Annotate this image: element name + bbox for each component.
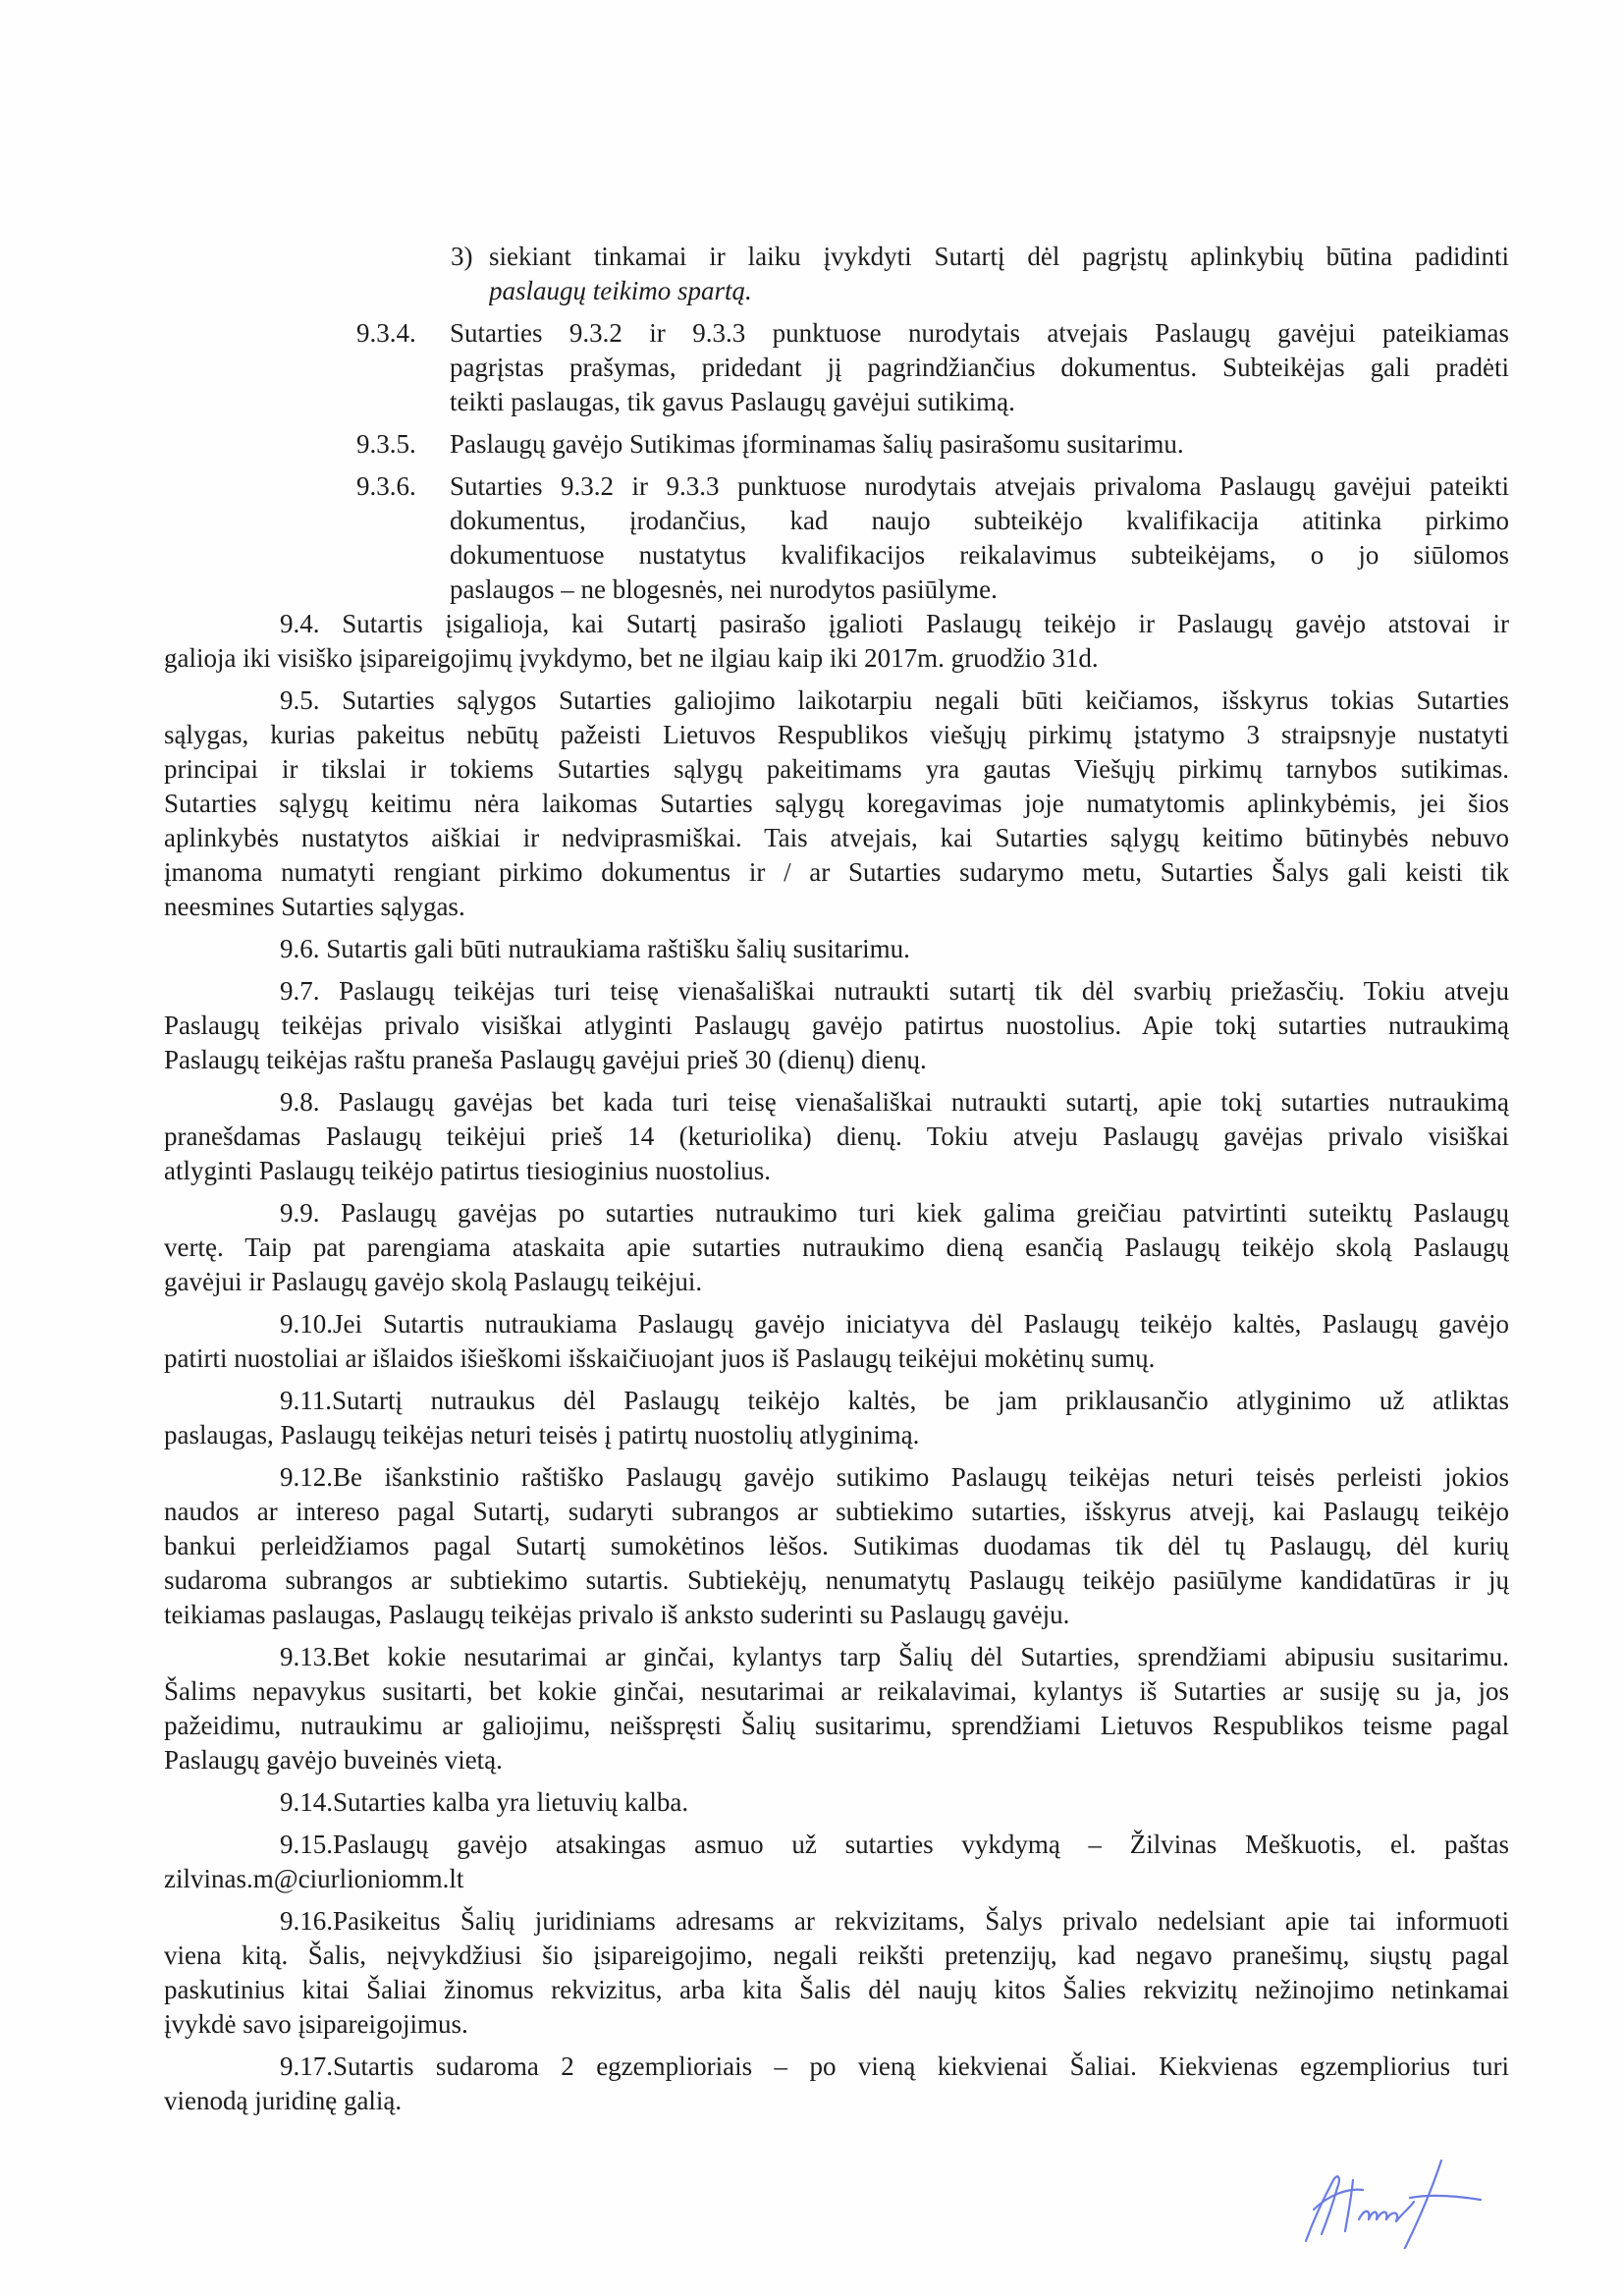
text-line: sąlygas, kurias pakeitus nebūtų pažeisti Lietuvos Respublikos viešųjų pirkimų įstatymo 3 straipsnyje nustatyti [164, 720, 1509, 749]
sub-item-9-3-4 [164, 316, 1509, 419]
text-line: 9.15.Paslaugų gavėjo atsakingas asmuo už sutarties vykdymą – Žilvinas Meškuotis, el. paštas [280, 1830, 1509, 1859]
text-line: siekiant tinkamai ir laiku įvykdyti Sutartį dėl pagrįstų aplinkybių būtina padidinti [489, 242, 1509, 271]
text-line: dokumentuose nustatytus kvalifikacijos reikalavimus subteikėjams, o jo siūlomos [450, 540, 1509, 570]
text-line: Paslaugų teikėjas raštu praneša Paslaugų gavėjui prieš 30 (dienų) dienų. [164, 1045, 927, 1074]
clause-9-9 [164, 1196, 1509, 1299]
text-line: zilvinas.m@ciurlioniomm.lt [164, 1864, 464, 1893]
text-line: Šalims nepavykus susitarti, bet kokie ginčai, nesutarimai ar reikalavimai, kylantys iš Sutarties ar susiję su ja, jos [164, 1676, 1509, 1706]
clause-9-17 [164, 2050, 1509, 2118]
signature-drawing [1294, 2151, 1490, 2249]
text-line: Paslaugų teikėjas privalo visiškai atlyginti Paslaugų gavėjo patirtus nuostolius. Apie tokį sutarties nutraukimą [164, 1011, 1509, 1040]
text-line: Sutarties sąlygų keitimu nėra laikomas Sutarties sąlygų koregavimas joje numatytomis aplinkybėmis, jei šios [164, 789, 1509, 818]
text-line: pažeidimu, nutraukimu ar galiojimu, neišspręsti Šalių susitarimu, sprendžiami Lietuvos Respublikos teisme pagal [164, 1711, 1509, 1740]
text-line: viena kitą. Šalis, neįvykdžiusi šio įsipareigojimo, negali reikšti pretenzijų, kad negavo pranešimų, siųstų pagal [164, 1941, 1509, 1970]
text-line: Paslaugų gavėjo Sutikimas įforminamas šalių pasirašomu susitarimu. [450, 429, 1184, 459]
text-line: neesmines Sutarties sąlygas. [164, 892, 465, 921]
text-line: įmanoma numatyti rengiant pirkimo dokumentus ir / ar Sutarties sudarymo metu, Sutarties Šalys gali keisti tik [164, 857, 1509, 887]
text-line: aplinkybės nustatytos aiškiai ir nedviprasmiškai. Tais atvejais, kai Sutarties sąlygų keitimo būtinybės nebuvo [164, 823, 1509, 852]
clause-9-7 [164, 974, 1509, 1077]
text-line: principai ir tikslai ir tokiems Sutarties sąlygų pakeitimams yra gautas Viešųjų pirkimų tarnybos sutikimas. [164, 754, 1509, 784]
text-line: Paslaugų gavėjo buveinės vietą. [164, 1745, 503, 1775]
signature-icon [1294, 2151, 1490, 2249]
text-line: 9.17.Sutartis sudaroma 2 egzemplioriais – po vieną kiekvienai Šaliai. Kiekvienas egzempliorius turi [280, 2051, 1509, 2081]
clause-9-13 [164, 1640, 1509, 1777]
clause-9-16 [164, 1904, 1509, 2042]
text-line: gavėjui ir Paslaugų gavėjo skolą Paslaugų teikėjui. [164, 1267, 703, 1296]
text-line: naudos ar intereso pagal Sutartį, sudaryti subrangos ar subtiekimo sutarties, išskyrus atvejį, kai Paslaugų teikėjo [164, 1497, 1509, 1526]
text-line: sudaroma subrangos ar subtiekimo sutartis. Subtiekėjų, nenumatytų Paslaugų teikėjo pasiūlyme kandidatūras ir jų [164, 1565, 1509, 1595]
text-line: 9.9. Paslaugų gavėjas po sutarties nutraukimo turi kiek galima greičiau patvirtinti suteiktų Paslaugų [280, 1198, 1509, 1228]
text-line: dokumentus, įrodančius, kad naujo subteikėjo kvalifikacija atitinka pirkimo [450, 506, 1509, 535]
item-number: 9.3.6. [356, 471, 416, 501]
text-line: Sutarties 9.3.2 ir 9.3.3 punktuose nurodytais atvejais Paslaugų gavėjui pateikiamas [450, 318, 1509, 348]
item-number: 9.3.4. [356, 318, 416, 348]
item-number: 3) [451, 242, 473, 271]
clause-9-5 [164, 683, 1509, 924]
sub-item-9-3-6 [164, 469, 1509, 607]
text-line: vienodą juridinę galią. [164, 2086, 403, 2115]
text-line: 9.16.Pasikeitus Šalių juridiniams adresams ar rekvizitams, Šalys privalo nedelsiant apie tai informuoti [280, 1906, 1509, 1936]
text-line: pagrįstas prašymas, pridedant jį pagrindžiančius dokumentus. Subteikėjas gali pradėti [450, 353, 1509, 382]
text-line: 9.6. Sutartis gali būti nutraukiama raštišku šalių susitarimu. [280, 934, 910, 963]
sub-item-9-3-5 [164, 427, 1509, 462]
clause-9-8 [164, 1085, 1509, 1188]
text-line: 9.5. Sutarties sąlygos Sutarties galiojimo laikotarpiu negali būti keičiamos, išskyrus tokias Sutarties [280, 685, 1509, 715]
text-line: paskutinius kitai Šaliai žinomus rekvizitus, arba kita Šalis dėl naujų kitos Šalies rekvizitų nežinojimo netinkamai [164, 1975, 1509, 2004]
text-line: Sutarties 9.3.2 ir 9.3.3 punktuose nurodytais atvejais privaloma Paslaugų gavėjui pateikti [450, 471, 1509, 501]
clause-9-6 [164, 932, 1509, 966]
text-line: 9.14.Sutarties kalba yra lietuvių kalba. [280, 1787, 689, 1817]
text-line: įvykdė savo įsipareigojimus. [164, 2009, 468, 2039]
text-line: teikti paslaugas, tik gavus Paslaugų gavėjui sutikimą. [450, 387, 1015, 416]
text-line: 9.4. Sutartis įsigalioja, kai Sutartį pasirašo įgalioti Paslaugų teikėjo ir Paslaugų gavėjo atstovai ir [280, 609, 1509, 638]
text-line: 9.8. Paslaugų gavėjas bet kada turi teisę vienašališkai nutraukti sutartį, apie tokį sutarties nutraukimą [280, 1087, 1509, 1117]
text-line: 9.11.Sutartį nutraukus dėl Paslaugų teikėjo kaltės, be jam priklausančio atlyginimo už atliktas [280, 1386, 1509, 1415]
text-line: galioja iki visiško įsipareigojimų įvykdymo, bet ne ilgiau kaip iki 2017m. gruodžio 31d. [164, 643, 1099, 673]
text-line: paslaugas, Paslaugų teikėjas neturi teisės į patirtų nuostolių atlyginimą. [164, 1420, 920, 1449]
text-line: bankui perleidžiamos pagal Sutartį sumokėtinos lėšos. Sutikimas duodamas tik dėl tų Paslaugų, dėl kurių [164, 1531, 1509, 1560]
clause-9-14 [164, 1785, 1509, 1820]
text-line: paslaugos – ne blogesnės, nei nurodytos pasiūlyme. [450, 574, 998, 604]
clause-list [164, 607, 1509, 2118]
text-line: 9.10.Jei Sutartis nutraukiama Paslaugų gavėjo iniciatyva dėl Paslaugų teikėjo kaltės, Paslaugų gavėjo [280, 1309, 1509, 1339]
clause-9-4 [164, 607, 1509, 676]
document-body [164, 240, 1509, 2118]
clause-9-10 [164, 1307, 1509, 1376]
clause-9-15 [164, 1828, 1509, 1896]
text-line: 9.12.Be išankstinio raštiško Paslaugų gavėjo sutikimo Paslaugų teikėjas neturi teisės perleisti jokios [280, 1462, 1509, 1492]
clause-9-12 [164, 1460, 1509, 1632]
text-line: paslaugų teikimo spartą. [489, 276, 752, 305]
text-line: patirti nuostoliai ar išlaidos išieškomi išskaičiuojant juos iš Paslaugų teikėjui mokėtinų sumų. [164, 1343, 1156, 1373]
enumerated-item-3 [164, 240, 1509, 308]
item-number: 9.3.5. [356, 429, 416, 459]
text-line: pranešdamas Paslaugų teikėjui prieš 14 (keturiolika) dienų. Tokiu atveju Paslaugų gavėjas privalo visiškai [164, 1121, 1509, 1151]
clause-9-11 [164, 1384, 1509, 1452]
text-line: teikiamas paslaugas, Paslaugų teikėjas privalo iš anksto suderinti su Paslaugų gavėju. [164, 1600, 1070, 1629]
text-line: vertę. Taip pat parengiama ataskaita apie sutarties nutraukimo dieną esančią Paslaugų teikėjo skolą Paslaugų [164, 1232, 1509, 1262]
text-line: atlyginti Paslaugų teikėjo patirtus tiesioginius nuostolius. [164, 1156, 771, 1185]
text-line: 9.13.Bet kokie nesutarimai ar ginčai, kylantys tarp Šalių dėl Sutarties, sprendžiami abipusiu susitarimu. [280, 1642, 1509, 1671]
text-line: 9.7. Paslaugų teikėjas turi teisę vienašališkai nutraukti sutartį tik dėl svarbių priežasčių. Tokiu atveju [280, 976, 1509, 1006]
